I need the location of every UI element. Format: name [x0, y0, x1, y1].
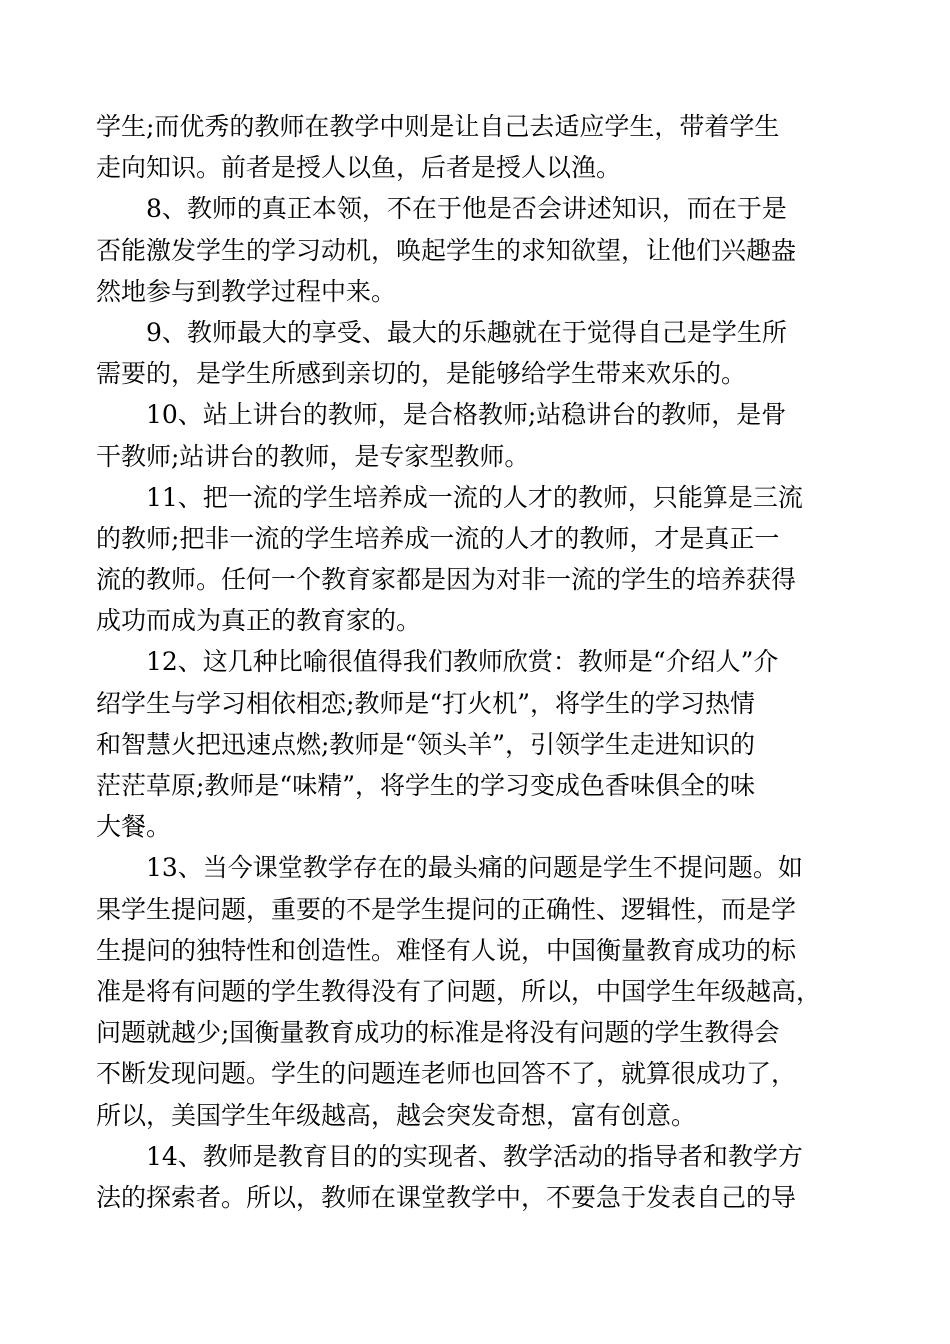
- paragraph-first-line: 8、教师的真正本领，不在于他是否会讲述知识，而在于是: [146, 194, 787, 224]
- text-line: 学生;而优秀的教师在教学中则是让自己去适应学生，带着学生: [96, 112, 780, 141]
- paragraph-first-line: 11、把一流的学生培养成一流的人才的教师，只能算是三流: [146, 482, 803, 512]
- text-line: 所以，美国学生年级越高，越会突发奇想，富有创意。: [96, 1100, 697, 1130]
- paragraph-first-line: 14、教师是教育目的的实现者、教学活动的指导者和教学方: [146, 1141, 803, 1171]
- paragraph-first-line: 10、站上讲台的教师，是合格教师;站稳讲台的教师，是骨: [146, 400, 787, 430]
- text-line: 准是将有问题的学生教得没有了问题，所以，中国学生年级越高，: [96, 976, 822, 1006]
- text-line: 的教师;把非一流的学生培养成一流的人才的教师，才是真正一: [96, 523, 780, 553]
- text-line: 果学生提问题，重要的不是学生提问的正确性、逻辑性，而是学: [96, 894, 797, 924]
- text-line: 大餐。: [96, 812, 172, 842]
- text-line: 法的探索者。所以，教师在课堂教学中，不要急于发表自己的导: [96, 1182, 797, 1212]
- text-line: 干教师;站讲台的教师，是专家型教师。: [96, 441, 530, 471]
- text-line: 不断发现问题。学生的问题连老师也回答不了，就算很成功了，: [96, 1059, 797, 1089]
- text-line: 绍学生与学习相依相恋;教师是“打火机”，将学生的学习热情: [96, 688, 755, 718]
- text-line: 然地参与到教学过程中来。: [96, 276, 397, 306]
- text-line: 走向知识。前者是授人以鱼，后者是授人以渔。: [96, 153, 622, 183]
- text-line: 和智慧火把迅速点燃;教师是“领头羊”，引领学生走进知识的: [96, 729, 755, 759]
- text-line: 需要的，是学生所感到亲切的，是能够给学生带来欢乐的。: [96, 359, 747, 389]
- text-line: 成功而成为真正的教育家的。: [96, 606, 422, 636]
- text-line: 流的教师。任何一个教育家都是因为对非一流的学生的培养获得: [96, 565, 797, 595]
- document-body: [96, 106, 860, 1218]
- paragraph-first-line: 9、教师最大的享受、最大的乐趣就在于觉得自己是学生所: [146, 317, 787, 347]
- text-line: 生提问的独特性和创造性。难怪有人说，中国衡量教育成功的标: [96, 935, 797, 965]
- text-line: 否能激发学生的学习动机，唤起学生的求知欲望，让他们兴趣盎: [96, 235, 797, 265]
- text-line: 问题就越少;国衡量教育成功的标准是将没有问题的学生教得会: [96, 1018, 780, 1048]
- paragraph-first-line: 12、这几种比喻很值得我们教师欣赏：教师是“介绍人”介: [146, 647, 779, 677]
- paragraph-first-line: 13、当今课堂教学存在的最头痛的问题是学生不提问题。如: [146, 853, 803, 883]
- text-line: 茫茫草原;教师是“味精”，将学生的学习变成色香味俱全的味: [96, 771, 755, 800]
